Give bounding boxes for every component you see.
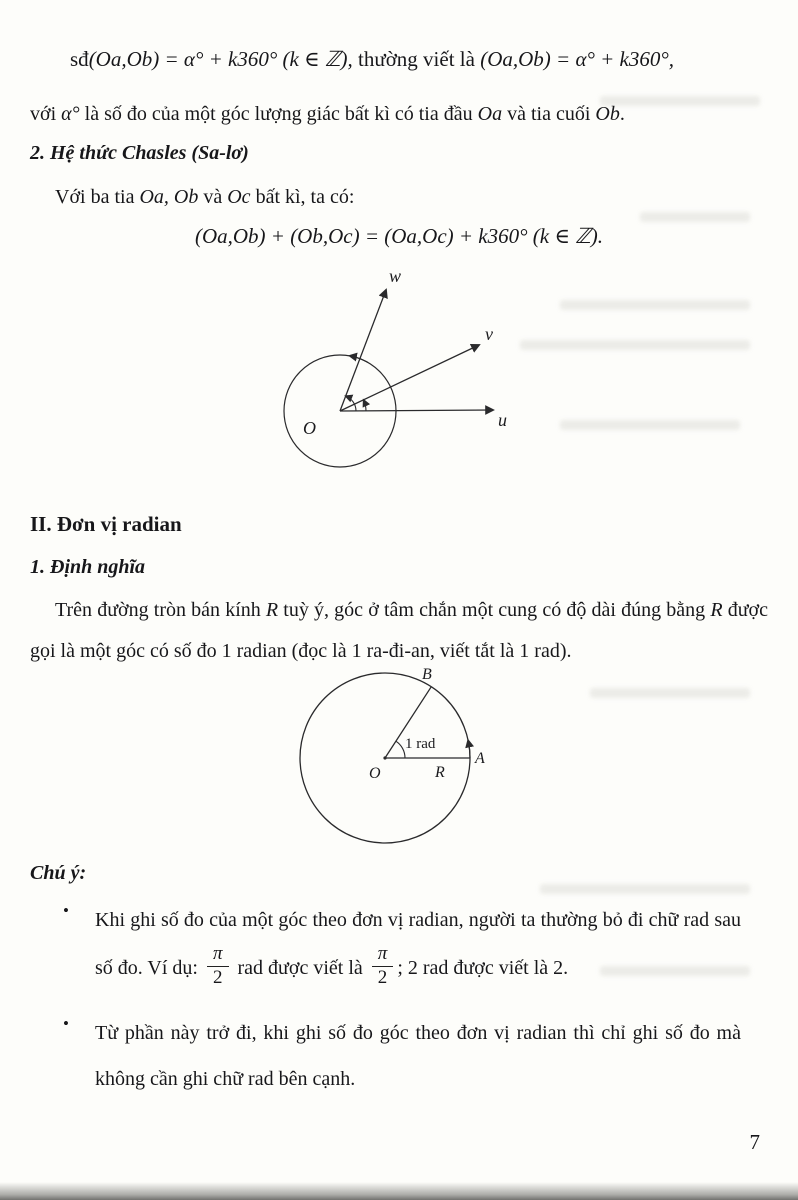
heading-radian-unit: II. Đơn vị radian — [30, 512, 182, 536]
paragraph-chasles-intro — [30, 186, 768, 209]
angle-arc-uw — [346, 396, 356, 411]
text-segment: Trên đường tròn bán kính — [55, 599, 266, 621]
bleedthrough-artifact — [590, 688, 750, 698]
bullet-marker: • — [63, 1014, 69, 1033]
ray-oa-symbol: Oa — [477, 103, 503, 125]
formula-line-sd — [30, 44, 768, 74]
text-segment: và tia cuối — [502, 103, 596, 125]
rays-oa-ob-symbol: Oa, Ob — [139, 186, 199, 208]
formula-connector-text: thường viết là — [352, 47, 481, 71]
bleedthrough-artifact — [560, 300, 750, 310]
bleedthrough-artifact — [640, 212, 750, 222]
label-w: w — [389, 266, 402, 286]
text-segment: là số đo của một góc lượng giác bất kì có tia đầu — [79, 103, 478, 125]
label-center-o: O — [369, 765, 381, 782]
fraction-denominator: 2 — [207, 966, 229, 989]
label-angle-1rad: 1 rad — [405, 736, 436, 752]
bleedthrough-artifact — [540, 884, 750, 894]
text-segment: rad được viết là — [232, 957, 368, 979]
paragraph-radian-definition — [30, 590, 768, 672]
fraction-denominator: 2 — [372, 966, 394, 989]
heading-definition: 1. Định nghĩa — [30, 556, 146, 578]
center-point — [383, 756, 386, 759]
text-segment: và — [198, 186, 228, 208]
radius-symbol: R — [710, 599, 723, 621]
text-segment: Với ba tia — [55, 186, 140, 208]
bleedthrough-artifact — [560, 420, 740, 430]
scan-edge-shadow — [0, 1182, 798, 1200]
note-item-2 — [95, 1010, 741, 1102]
text-segment: . — [619, 103, 625, 125]
formula-expression-2: (Oa,Ob) = α° + k360°, — [480, 47, 675, 71]
fraction-numerator: π — [212, 942, 223, 964]
bleedthrough-artifact — [520, 340, 750, 350]
fraction-pi-over-2 — [372, 944, 394, 990]
ray-oc-symbol: Oc — [227, 186, 251, 208]
radian-circle-diagram — [285, 662, 500, 860]
heading-note: Chú ý: — [30, 862, 87, 884]
formula-expression: (Oa,Ob) + (Ob,Oc) = (Oa,Oc) + k360° (k ∈ ℤ). — [194, 224, 604, 248]
text-segment: với — [30, 103, 62, 125]
text-segment: tuỳ ý, góc ở tâm chắn một cung có độ dài đúng bằng — [278, 599, 711, 621]
fraction-numerator: π — [377, 942, 388, 964]
label-origin-o: O — [303, 418, 316, 438]
note-item-1 — [95, 896, 741, 992]
angle-arc-1rad — [396, 741, 405, 758]
ray-ob-symbol: Ob — [595, 103, 620, 125]
radius-symbol: R — [265, 599, 279, 621]
bullet-marker: • — [63, 901, 69, 920]
label-point-b: B — [422, 666, 432, 683]
arc-direction-arrow — [468, 740, 470, 758]
text-segment: được gọi là một góc có số đo 1 radian (đọc là 1 ra-đi-an, viết tắt là 1 rad). — [30, 599, 768, 662]
text-segment: ; 2 rad được viết là 2. — [397, 957, 569, 979]
fraction-pi-over-2 — [207, 944, 229, 990]
text-segment: bất kì, ta có: — [250, 186, 355, 208]
formula-expression-1: (Oa,Ob) = α° + k360° (k ∈ ℤ), — [88, 47, 353, 71]
formula-chasles — [0, 224, 798, 249]
text-segment: Từ phần này trở đi, khi ghi số đo góc theo đơn vị radian thì chỉ ghi số đo mà không cần ghi chữ rad bên cạnh. — [95, 1022, 741, 1090]
paragraph-alpha-definition — [30, 100, 768, 128]
text-segment: Khi ghi số đo của một góc theo đơn vị radian, người ta thường bỏ đi chữ rad sau số đo. Ví dụ: — [95, 909, 741, 979]
angle-rays-diagram — [205, 266, 525, 478]
label-v: v — [485, 324, 493, 344]
label-radius-r: R — [435, 764, 445, 781]
heading-chasles: 2. Hệ thức Chasles (Sa-lơ) — [30, 142, 249, 164]
label-point-a: A — [475, 750, 485, 767]
page-number: 7 — [749, 1130, 760, 1154]
ray-u — [340, 410, 493, 411]
label-u: u — [498, 410, 507, 430]
formula-sd-prefix: sđ — [70, 47, 89, 71]
alpha-symbol: α° — [61, 103, 80, 125]
angle-arc-uv — [364, 400, 366, 411]
